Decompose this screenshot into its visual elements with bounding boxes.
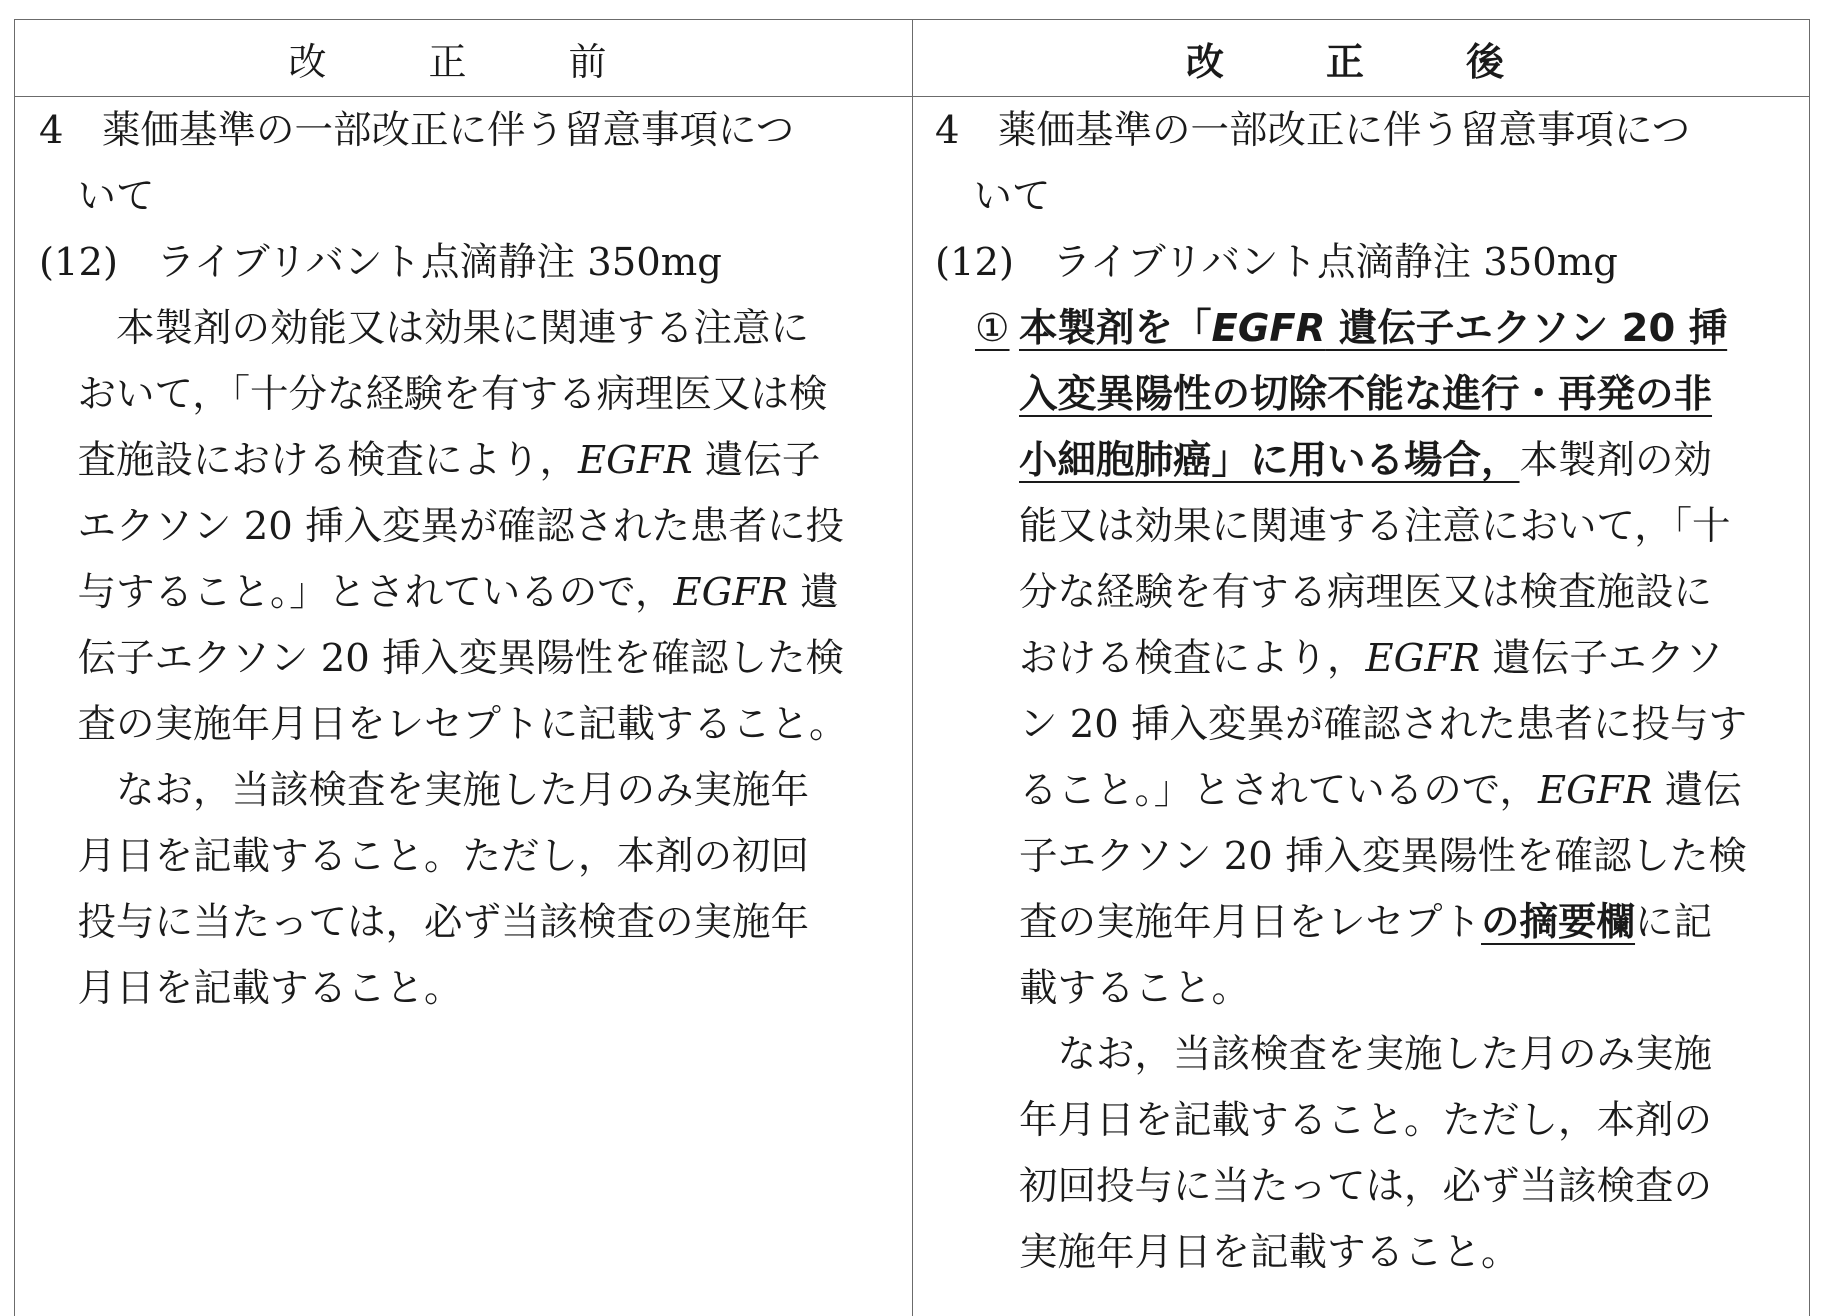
- gene-name: EGFR: [1211, 306, 1326, 351]
- added-text: 入変異陽性の切除不能な進行・再発の非: [1019, 372, 1713, 417]
- after-line: いて: [935, 174, 1051, 219]
- before-line: 月日を記載すること。ただし，本剤の初回: [39, 834, 810, 879]
- after-line: 初回投与に当たっては，必ず当該検査の: [1019, 1164, 1713, 1209]
- before-column: [39, 98, 907, 1022]
- header-after: 改 正 後: [1185, 39, 1536, 84]
- before-line: [39, 428, 907, 494]
- gene-name: EGFR: [578, 438, 693, 483]
- before-text: 遺伝子: [692, 438, 821, 483]
- item-number: ①: [975, 306, 1010, 351]
- after-line: [935, 428, 1805, 494]
- after-line: 載すること。: [1019, 966, 1251, 1011]
- header-before: 改 正 前: [288, 39, 639, 84]
- after-text: 本製剤の効: [1519, 438, 1713, 483]
- before-text: 与すること。」とされているので，: [39, 570, 674, 615]
- after-line: 子エクソン 20 挿入変異陽性を確認した検: [1019, 834, 1747, 879]
- gene-name: EGFR: [673, 570, 789, 615]
- after-line: おける検査により，EGFR 遺伝子エクソ: [1019, 636, 1724, 681]
- after-column: [935, 98, 1805, 1286]
- after-line: 分な経験を有する病理医又は検査施設に: [1019, 570, 1713, 615]
- after-line: (12) ライブリバント点滴静注 350mg: [935, 240, 1618, 285]
- before-line: 査の実施年月日をレセプトに記載すること。: [39, 702, 848, 747]
- after-line: 4 薬価基準の一部改正に伴う留意事項につ: [935, 108, 1691, 153]
- before-line: 伝子エクソン 20 挿入変異陽性を確認した検: [39, 636, 844, 681]
- added-text: 本製剤を「EGFR 遺伝子エクソン 20 挿: [1019, 306, 1728, 351]
- after-line: 査の実施年月日をレセプトの摘要欄に記: [1019, 900, 1713, 945]
- after-line: 実施年月日を記載すること。: [1019, 1230, 1520, 1275]
- after-line: [935, 362, 1805, 428]
- before-text: 査施設における検査により，: [39, 438, 579, 483]
- comparison-table: [14, 19, 1810, 1316]
- before-text: 遺: [788, 570, 839, 615]
- after-line: なお，当該検査を実施した月のみ実施: [1019, 1032, 1713, 1077]
- before-line: 投与に当たっては，必ず当該検査の実施年: [39, 900, 810, 945]
- header-divider: [15, 96, 1809, 97]
- after-line: 年月日を記載すること。ただし，本剤の: [1019, 1098, 1713, 1143]
- column-divider: [912, 20, 913, 1316]
- added-text: の摘要欄: [1481, 900, 1636, 945]
- before-line: [39, 560, 907, 626]
- before-line: なお，当該検査を実施した月のみ実施年: [39, 768, 810, 813]
- before-line: (12) ライブリバント点滴静注 350mg: [39, 240, 722, 285]
- added-text: 小細胞肺癌」に用いる場合，: [1019, 438, 1520, 483]
- before-line: 本製剤の効能又は効果に関連する注意に: [39, 306, 810, 351]
- gene-name: EGFR: [1365, 636, 1481, 681]
- after-line: ること。」とされているので，EGFR 遺伝: [1019, 768, 1742, 813]
- after-line: ン 20 挿入変異が確認された患者に投与す: [1019, 702, 1747, 747]
- before-line: エクソン 20 挿入変異が確認された患者に投: [39, 504, 844, 549]
- before-line: 4 薬価基準の一部改正に伴う留意事項につ: [39, 108, 795, 153]
- after-line: [935, 296, 1805, 362]
- before-line: 月日を記載すること。: [39, 966, 463, 1011]
- before-line: おいて，「十分な経験を有する病理医又は検: [39, 372, 828, 417]
- after-line: 能又は効果に関連する注意において，「十: [1019, 504, 1731, 549]
- before-line: いて: [39, 174, 155, 219]
- gene-name: EGFR: [1537, 768, 1653, 813]
